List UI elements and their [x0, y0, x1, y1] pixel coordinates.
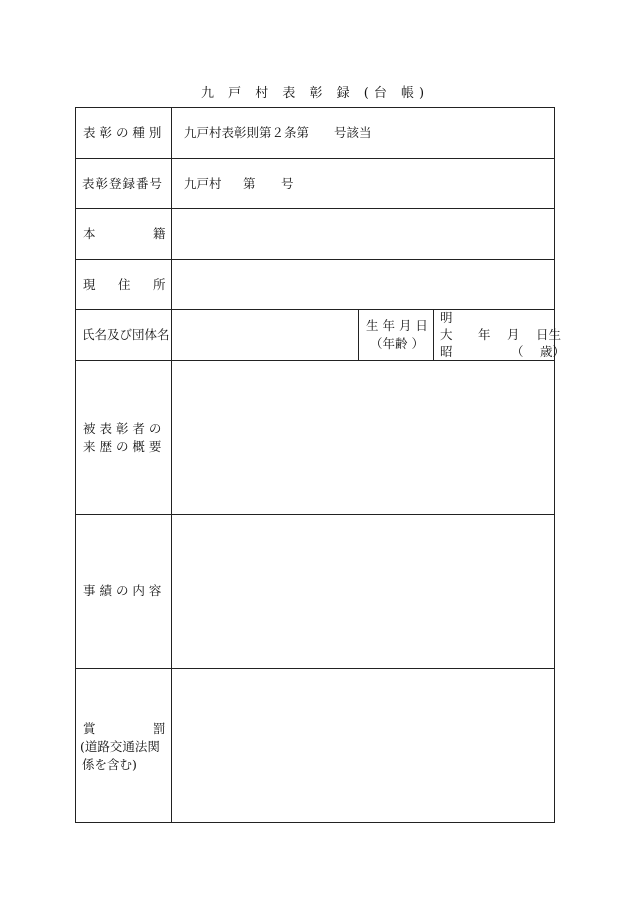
- reg-value-prefix: 九戸村: [184, 176, 222, 191]
- achievement-label: 事 績 の 内 容: [83, 583, 162, 598]
- honseki-label-b: 籍: [153, 226, 166, 241]
- reg-value-go: 号: [281, 176, 294, 191]
- birth-label-1: 生 年 月 日: [366, 318, 428, 333]
- address-label-c: 所: [153, 277, 166, 292]
- type-value: 九戸村表彰則第２条第 号該当: [184, 125, 372, 140]
- address-label-b: 住: [118, 277, 131, 292]
- birth-fields: 年 月 日生: [478, 327, 561, 342]
- age-field: （ 歳）: [511, 344, 565, 359]
- reg-value-dai: 第: [243, 176, 256, 191]
- achievement-value-cell[interactable]: [171, 514, 555, 669]
- penalty-value-cell[interactable]: [171, 668, 555, 823]
- era-meiji: 明: [440, 310, 453, 325]
- name-value-cell[interactable]: [171, 309, 359, 361]
- history-label-1: 被 表 彰 者 の: [83, 421, 162, 436]
- document-title: 九 戸 村 表 彰 録 (台 帳): [200, 86, 430, 101]
- honseki-value-cell[interactable]: [171, 208, 555, 260]
- era-showa: 昭: [440, 344, 453, 359]
- reg-label: 表彰登録番号: [82, 176, 164, 191]
- history-label-2: 来 歴 の 概 要: [83, 439, 162, 454]
- penalty-label-a: 賞: [83, 721, 96, 736]
- name-label: 氏名及び団体名: [82, 327, 170, 342]
- penalty-label-b: 罰: [153, 721, 166, 736]
- address-value-cell[interactable]: [171, 259, 555, 310]
- type-label: 表 彰 の 種 別: [83, 125, 162, 140]
- era-taisho: 大: [440, 327, 453, 342]
- honseki-label-a: 本: [83, 226, 96, 241]
- penalty-label-2: (道路交通法関: [80, 739, 160, 754]
- address-label-a: 現: [83, 277, 96, 292]
- penalty-label-3: 係を含む): [82, 757, 137, 772]
- history-value-cell[interactable]: [171, 360, 555, 515]
- birth-label-2: （年齢 ）: [370, 336, 424, 351]
- reg-value-cell[interactable]: [171, 158, 555, 209]
